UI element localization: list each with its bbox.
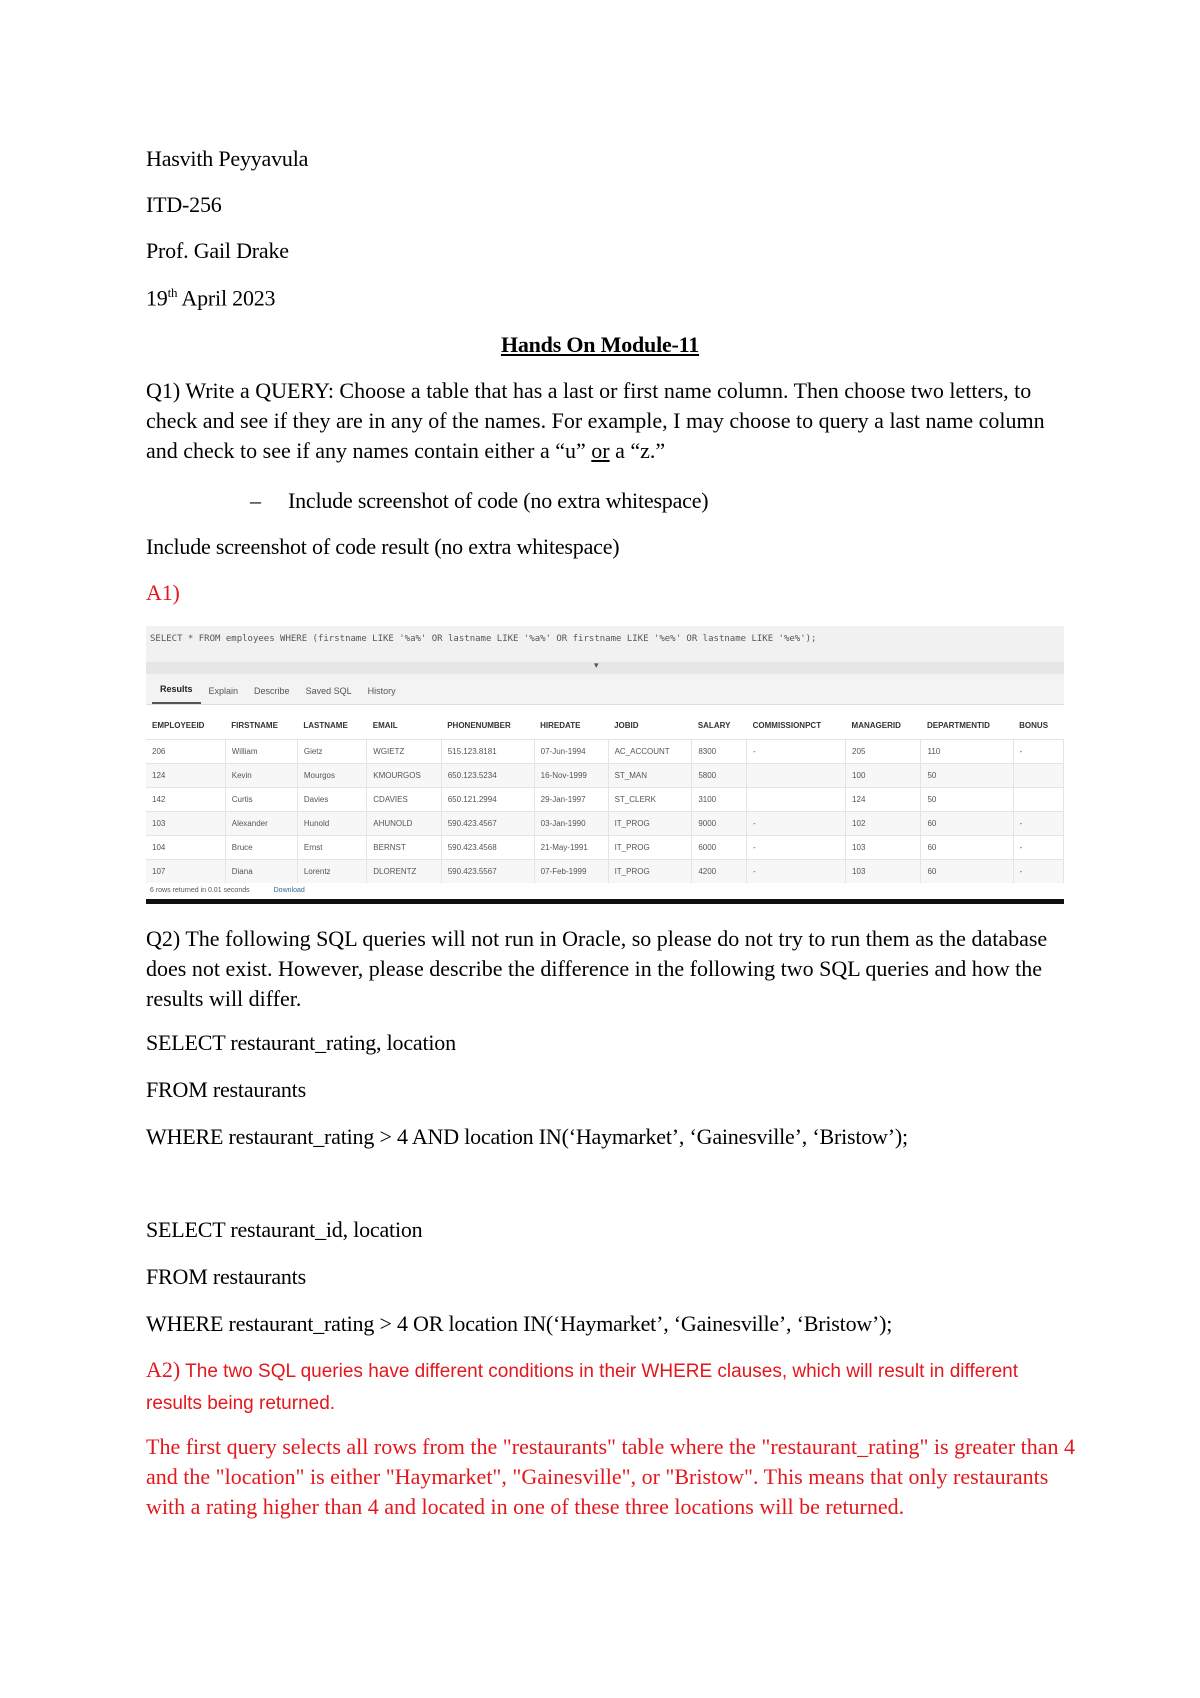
date-day: 19 [146,285,168,311]
table-row [146,812,1064,836]
table-cell: 50 [921,788,1013,812]
tab-history[interactable]: History [367,686,396,696]
table-row [146,788,1064,812]
sql-code: SELECT * FROM employees WHERE (firstname LIKE '%a%' OR lastname LIKE '%a%' OR firstname LIKE '%e%' OR lastname LIKE '%e%'); [146,626,1064,662]
table-cell: - [1013,836,1063,860]
column-header[interactable]: PHONENUMBER [447,720,511,730]
a1-label: A1) [146,580,180,605]
table-row [146,860,1064,884]
table-cell: - [1013,860,1063,884]
table-cell: 107 [146,860,225,884]
column-header[interactable]: MANAGERID [851,720,901,730]
table-cell: 590.423.4567 [441,812,534,836]
table-cell [1013,788,1063,812]
table-cell: 3100 [692,788,747,812]
table-cell: ST_MAN [608,764,692,788]
table-cell: 124 [846,788,921,812]
table-cell: 60 [921,860,1013,884]
table-cell: 100 [846,764,921,788]
column-header[interactable]: FIRSTNAME [231,720,278,730]
table-cell: Kevin [225,764,297,788]
table-row [146,764,1064,788]
table-body [146,740,1064,884]
a2-summary [146,1355,1076,1419]
divider [146,899,1064,904]
date-ordinal: th [167,285,178,300]
tab-saved-sql[interactable]: Saved SQL [305,686,352,696]
download-link[interactable]: Download [273,887,305,894]
table-cell: 590.423.5567 [441,860,534,884]
rows-returned-status: 6 rows returned in 0.01 seconds [150,887,250,894]
table-cell: - [747,836,846,860]
table-cell: 6000 [692,836,747,860]
results-tabs [146,674,1064,705]
table-cell: Hunold [297,812,366,836]
table-cell: Curtis [225,788,297,812]
professor-name: Prof. Gail Drake [146,238,289,263]
table-cell: 5800 [692,764,747,788]
table-cell: CDAVIES [367,788,441,812]
tab-explain[interactable]: Explain [208,686,239,696]
table-cell: 29-Jan-1997 [534,788,608,812]
table-cell: Alexander [225,812,297,836]
column-header[interactable]: BONUS [1019,720,1049,730]
table-cell: Davies [297,788,366,812]
table-header-row [146,711,1064,740]
column-header[interactable]: JOBID [614,720,639,730]
table-row [146,740,1064,764]
table-cell: 103 [846,836,921,860]
table-cell: - [747,740,846,764]
table-cell: 103 [146,812,225,836]
query1-line-3: WHERE restaurant_rating > 4 AND location IN(‘Haymarket’, ‘Gainesville’, ‘Bristow’); [146,1124,908,1149]
table-cell: 50 [921,764,1013,788]
table-cell: 205 [846,740,921,764]
table-cell: 60 [921,836,1013,860]
table-cell: William [225,740,297,764]
q1-prompt [146,376,1076,466]
a2-summary-text: The two SQL queries have different conditions in their WHERE clauses, which will result in different results being returned. [146,1361,1019,1414]
table-cell: 21-May-1991 [534,836,608,860]
query1-line-2: FROM restaurants [146,1077,306,1102]
table-cell: 650.123.5234 [441,764,534,788]
chevron-down-icon: ▾ [594,660,599,670]
table-cell [747,764,846,788]
table-cell: 103 [846,860,921,884]
table-cell: 8300 [692,740,747,764]
table-cell: 03-Jan-1990 [534,812,608,836]
table-cell: 590.423.4568 [441,836,534,860]
date-rest: April 2023 [177,285,276,311]
results-table [146,711,1064,883]
query2-line-2: FROM restaurants [146,1264,306,1289]
q1-text-b: a “z.” [609,438,666,463]
table-cell: 60 [921,812,1013,836]
table-cell: ST_CLERK [608,788,692,812]
table-cell: KMOURGOS [367,764,441,788]
table-cell: 102 [846,812,921,836]
column-header[interactable]: HIREDATE [540,720,581,730]
table-cell: 07-Jun-1994 [534,740,608,764]
table-cell: Lorentz [297,860,366,884]
column-header[interactable]: EMPLOYEEID [152,720,205,730]
bullet-dash: – [250,488,261,513]
table-cell: Bruce [225,836,297,860]
table-cell: - [747,860,846,884]
table-cell: 515.123.8181 [441,740,534,764]
q1-text-or: or [591,438,610,463]
tab-results[interactable]: Results [152,684,201,704]
table-cell: - [747,812,846,836]
table-cell: 4200 [692,860,747,884]
query2-line-3: WHERE restaurant_rating > 4 OR location IN(‘Haymarket’, ‘Gainesville’, ‘Bristow’); [146,1311,893,1336]
column-header[interactable]: DEPARTMENTID [926,720,990,730]
table-cell: WGIETZ [367,740,441,764]
table-cell: IT_PROG [608,860,692,884]
author-name: Hasvith Peyyavula [146,146,309,171]
table-cell: 16-Nov-1999 [534,764,608,788]
column-header[interactable]: LASTNAME [303,720,348,730]
a2-label: A2) [146,1357,181,1382]
results-footer [146,887,305,894]
q1-text-a: Q1) Write a QUERY: Choose a table that has a last or first name column. Then choose two letters, to check and see if they are in any of the names. For example, I may choose to query a last name column and check to see if any names contain either a “u” [146,378,1045,463]
table-cell: DLORENTZ [367,860,441,884]
table-cell: 142 [146,788,225,812]
column-header[interactable]: SALARY [697,720,731,730]
query-result-screenshot [146,626,1064,904]
table-cell: 9000 [692,812,747,836]
table-cell [1013,764,1063,788]
q1-bullet-text: Include screenshot of code (no extra whitespace) [288,488,709,513]
table-cell: 650.121.2994 [441,788,534,812]
column-header[interactable]: EMAIL [372,720,398,730]
query2-line-1: SELECT restaurant_id, location [146,1217,423,1242]
query1-line-1: SELECT restaurant_rating, location [146,1030,456,1055]
table-cell: 104 [146,836,225,860]
table-cell: 124 [146,764,225,788]
table-cell: IT_PROG [608,812,692,836]
tab-describe[interactable]: Describe [254,686,290,696]
table-cell: Diana [225,860,297,884]
q2-prompt: Q2) The following SQL queries will not run in Oracle, so please do not try to run them as the database does not exist. However, please describe the difference in the following two SQL queries and how the results will differ. [146,926,1048,1011]
q1-bullet [250,488,708,514]
course-code: ITD-256 [146,192,222,217]
table-cell: 07-Feb-1999 [534,860,608,884]
page-title: Hands On Module-11 [500,332,700,357]
table-row [146,836,1064,860]
table-cell: Gietz [297,740,366,764]
table-cell: AHUNOLD [367,812,441,836]
table-cell: 206 [146,740,225,764]
table-cell: 110 [921,740,1013,764]
pane-splitter[interactable] [146,662,1064,674]
table-cell: IT_PROG [608,836,692,860]
table-cell: Ernst [297,836,366,860]
table-cell [747,788,846,812]
column-header[interactable]: COMMISSIONPCT [752,720,822,730]
table-cell: AC_ACCOUNT [608,740,692,764]
q1-result-instruction: Include screenshot of code result (no extra whitespace) [146,534,620,559]
table-cell: Mourgos [297,764,366,788]
table-cell: BERNST [367,836,441,860]
table-cell: - [1013,740,1063,764]
table-cell: - [1013,812,1063,836]
a2-explanation: The first query selects all rows from the "restaurants" table where the "restaurant_rating" is greater than 4 and the "location" is either "Haymarket", "Gainesville", or "Bristow". This means that only restaurants with a rating higher than 4 and located in one of these three locations will be returned. [146,1434,1076,1519]
date [146,285,275,311]
